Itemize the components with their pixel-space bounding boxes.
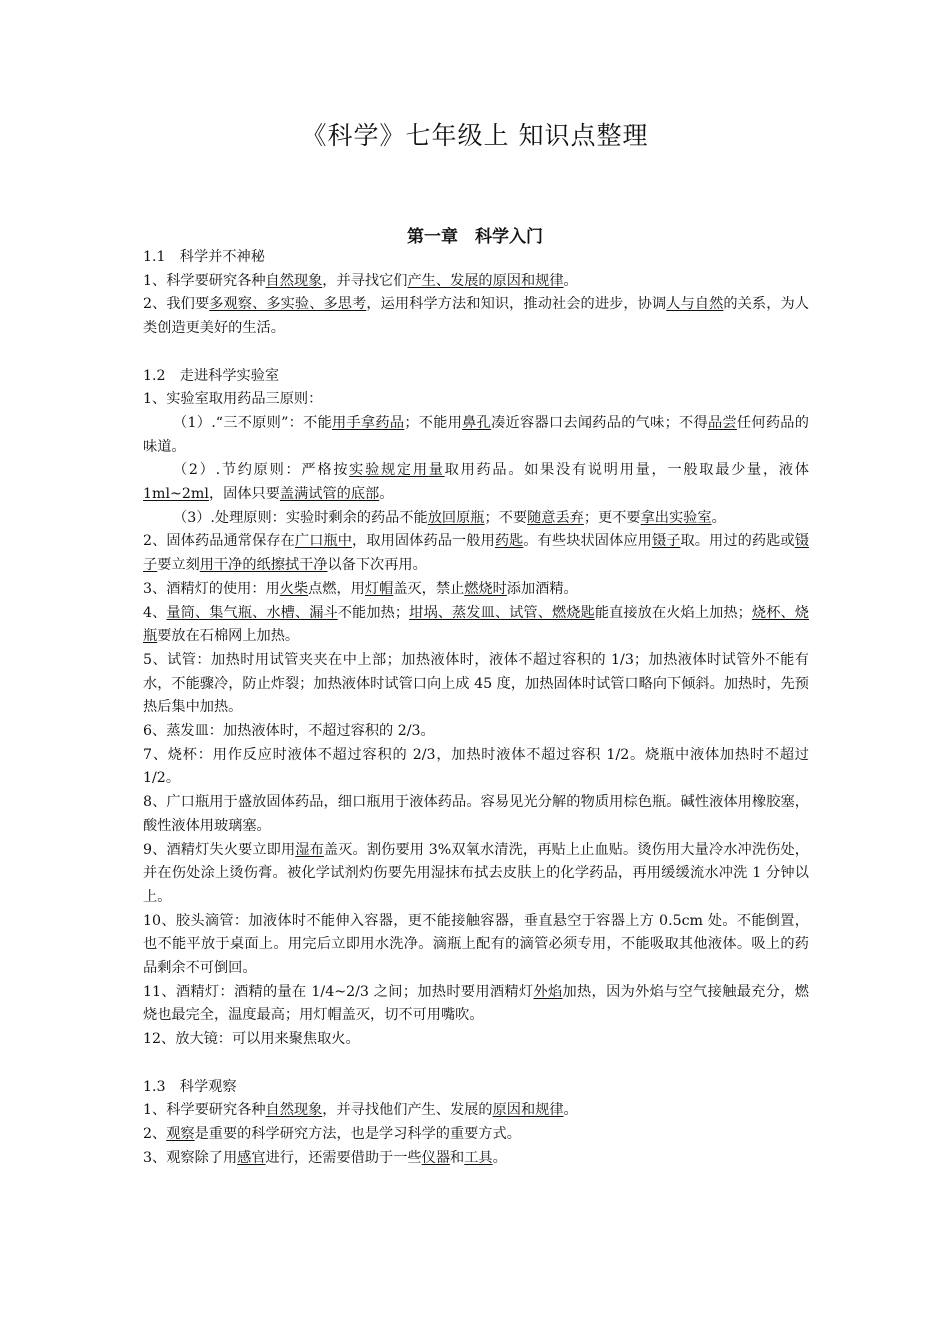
paragraph: 1、实验室取用药品三原则： bbox=[143, 391, 323, 408]
underlined-key-term: 观察 bbox=[166, 1125, 195, 1142]
text-run: 2、 bbox=[143, 1125, 167, 1142]
text-run: 9、酒精灯失火要立即用 bbox=[143, 841, 296, 858]
paragraph bbox=[143, 459, 809, 506]
underlined-key-term: 鼻孔 bbox=[462, 414, 492, 431]
text-run: ，取用固体药品一般用 bbox=[352, 533, 495, 550]
paragraph bbox=[143, 530, 809, 577]
text-run: 点燃，用 bbox=[308, 580, 365, 597]
text-run: 任何药品的味道。 bbox=[143, 414, 809, 455]
paragraph: 5、试管：加热时用试管夹夹在中上部；加热液体时，液体不超过容积的 1/3；加热液体时试管外不能有水，不能骤冷，防止炸裂；加热液体时试管口向上成 45 度，加热固体时试管口略向下倾斜。加热时，先预热后集中加热。 bbox=[143, 651, 809, 716]
text-run: （3）.处理原则：实验时剩余的药品不能 bbox=[173, 509, 428, 526]
text-run: 是重要的科学研究方法，也是学习科学的重要方式。 bbox=[194, 1125, 521, 1142]
underlined-key-term: 盖满试管的底部 bbox=[279, 486, 380, 503]
underlined-key-term: 人与自然 bbox=[666, 296, 724, 313]
text-run: 盖灭。割伤要用 3%双氧水清洗，再贴上止血贴。烫伤用大量冷水冲洗伤处，并在伤处涂上烫伤膏。被化学试剂灼伤要先用湿抹布拭去皮肤上的化学药品，再用缓缓流水冲洗 1 分钟以上。 bbox=[143, 841, 809, 905]
text-run: 1、科学要研究各种 bbox=[143, 1102, 266, 1119]
paragraph bbox=[143, 270, 809, 294]
section-heading: 1.3 科学观察 bbox=[143, 1078, 237, 1095]
underlined-key-term: 坩埚、蒸发皿、试管、燃烧匙 bbox=[409, 604, 595, 621]
paragraph bbox=[143, 602, 809, 649]
text-run: 11、酒精灯：酒精的量在 1/4~2/3 之间；加热时要用酒精灯 bbox=[143, 983, 534, 1000]
text-run: 2、固体药品通常保存在 bbox=[143, 533, 295, 550]
text-run: 进行，还需要借助于一些 bbox=[265, 1149, 422, 1166]
text-run: ；不能用 bbox=[404, 414, 463, 431]
document-body bbox=[143, 246, 809, 1170]
spacer bbox=[143, 341, 809, 365]
underlined-key-term: 工具 bbox=[464, 1149, 493, 1166]
text-run: （1）.“三不原则”：不能 bbox=[173, 414, 332, 431]
text-run: 3、观察除了用 bbox=[143, 1149, 238, 1166]
paragraph bbox=[143, 1147, 809, 1171]
text-run: ，并寻找它们 bbox=[322, 272, 408, 289]
underlined-key-term: 外焰 bbox=[533, 983, 563, 1000]
text-run: 2、我们要 bbox=[143, 296, 210, 313]
underlined-key-term: 湿布 bbox=[295, 841, 324, 858]
text-run: ；不要 bbox=[484, 509, 528, 526]
text-run: ，并寻找他们产生、发展的 bbox=[322, 1102, 493, 1119]
text-run: 。 bbox=[563, 1102, 578, 1119]
underlined-key-term: 1ml~2ml bbox=[143, 486, 209, 503]
text-run: 凑近容器口去闻药品的气味；不得 bbox=[491, 414, 708, 431]
underlined-key-term: 仪器 bbox=[421, 1149, 451, 1166]
underlined-key-term: 用手拿药品 bbox=[332, 414, 405, 431]
underlined-key-term: 实验规定用量 bbox=[349, 462, 445, 479]
text-run: 和 bbox=[450, 1149, 465, 1166]
section-heading: 1.1 科学并不神秘 bbox=[143, 249, 265, 265]
text-run: 。 bbox=[492, 1149, 507, 1166]
paragraph bbox=[143, 1123, 809, 1147]
underlined-key-term: 原因和规律 bbox=[492, 1102, 564, 1119]
underlined-key-term: 随意丢弃 bbox=[527, 509, 584, 526]
text-run: 4、 bbox=[143, 604, 167, 621]
underlined-key-term: 放回原瓶 bbox=[427, 509, 485, 526]
text-run: 要放在石棉网上加热。 bbox=[157, 628, 300, 645]
text-run: （2）.节约原则：严格按 bbox=[173, 462, 350, 479]
paragraph: 6、蒸发皿：加热液体时，不超过容积的 2/3。 bbox=[143, 723, 435, 740]
text-run: 取用药品。如果没有说明用量，一般取最少量，液体 bbox=[444, 462, 809, 479]
underlined-key-term: 量筒、集气瓶、水槽、漏斗 bbox=[166, 604, 338, 621]
text-run: 的关系，为人类创造更美好的生活。 bbox=[143, 296, 809, 337]
underlined-key-term: 感官 bbox=[237, 1149, 266, 1166]
underlined-key-term: 药匙 bbox=[494, 533, 524, 550]
document-title: 《科学》七年级上 知识点整理 bbox=[301, 121, 649, 150]
chapter-heading: 第一章 科学入门 bbox=[407, 227, 543, 247]
underlined-key-term: 用干净的纸擦拭干净 bbox=[199, 557, 328, 574]
paragraph: 10、胶头滴管：加液体时不能伸入容器，更不能接触容器，垂直悬空于容器上方 0.5cm 处。不能倒置，也不能平放于桌面上。用完后立即用水洗净。滴瓶上配有的滴管必须专用，不能吸取其他液体。吸上的药品剩余不可倒回。 bbox=[143, 912, 809, 977]
text-run: 不能加热； bbox=[337, 604, 410, 621]
underlined-key-term: 镊子 bbox=[143, 533, 809, 574]
paragraph bbox=[143, 981, 809, 1028]
text-run: 。 bbox=[711, 509, 726, 526]
underlined-key-term: 拿出实验室 bbox=[640, 509, 712, 526]
text-run: 添加酒精。 bbox=[506, 580, 578, 597]
paragraph bbox=[143, 1099, 809, 1123]
text-run: ，固体只要 bbox=[208, 486, 280, 503]
underlined-key-term: 燃烧时 bbox=[464, 580, 507, 597]
text-run: 。 bbox=[379, 486, 394, 503]
underlined-key-term: 品尝 bbox=[707, 414, 737, 431]
paragraph: 8、广口瓶用于盛放固体药品，细口瓶用于液体药品。容易见光分解的物质用棕色瓶。碱性液体用橡胶塞，酸性液体用玻璃塞。 bbox=[143, 794, 809, 834]
paragraph bbox=[143, 412, 809, 459]
underlined-key-term: 自然现象 bbox=[265, 1102, 323, 1119]
paragraph bbox=[143, 293, 809, 340]
text-run: 。有些块状固体应用 bbox=[523, 533, 652, 550]
spacer bbox=[143, 1052, 809, 1076]
text-run: ，运用科学方法和知识，推动社会的进步，协调 bbox=[366, 296, 667, 313]
text-run: 取。用过的药匙或 bbox=[680, 533, 795, 550]
underlined-key-term: 产生、发展的原因和规律 bbox=[407, 272, 564, 289]
paragraph bbox=[143, 839, 809, 910]
underlined-key-term: 烧杯、烧瓶 bbox=[143, 604, 809, 645]
paragraph: 7、烧杯：用作反应时液体不超过容积的 2/3，加热时液体不超过容积 1/2。烧瓶中液体加热时不超过 1/2。 bbox=[143, 746, 809, 787]
text-run: 。 bbox=[563, 272, 578, 289]
text-run: 加热，因为外焰与空气接触最充分，燃烧也最完全，温度最高；用灯帽盖灭，切不可用嘴吹。 bbox=[143, 983, 809, 1024]
paragraph: 12、放大镜：可以用来聚焦取火。 bbox=[143, 1031, 360, 1048]
text-run: 1、科学要研究各种 bbox=[143, 272, 266, 289]
paragraph bbox=[143, 507, 809, 531]
underlined-key-term: 自然现象 bbox=[265, 272, 323, 289]
text-run: 能直接放在火焰上加热； bbox=[594, 604, 752, 621]
text-run: 以备下次再用。 bbox=[327, 557, 427, 574]
text-run: ；更不要 bbox=[583, 509, 641, 526]
underlined-key-term: 灯帽 bbox=[364, 580, 394, 597]
underlined-key-term: 多观察、多实验、多思考 bbox=[209, 296, 367, 313]
underlined-key-term: 镊子 bbox=[651, 533, 681, 550]
text-run: 盖灭，禁止 bbox=[393, 580, 465, 597]
underlined-key-term: 广口瓶中 bbox=[294, 533, 353, 550]
text-run: 要立刻 bbox=[157, 557, 200, 574]
underlined-key-term: 火柴 bbox=[279, 580, 309, 597]
section-heading: 1.2 走进科学实验室 bbox=[143, 367, 280, 384]
text-run: 3、酒精灯的使用：用 bbox=[143, 580, 280, 597]
paragraph bbox=[143, 578, 809, 602]
